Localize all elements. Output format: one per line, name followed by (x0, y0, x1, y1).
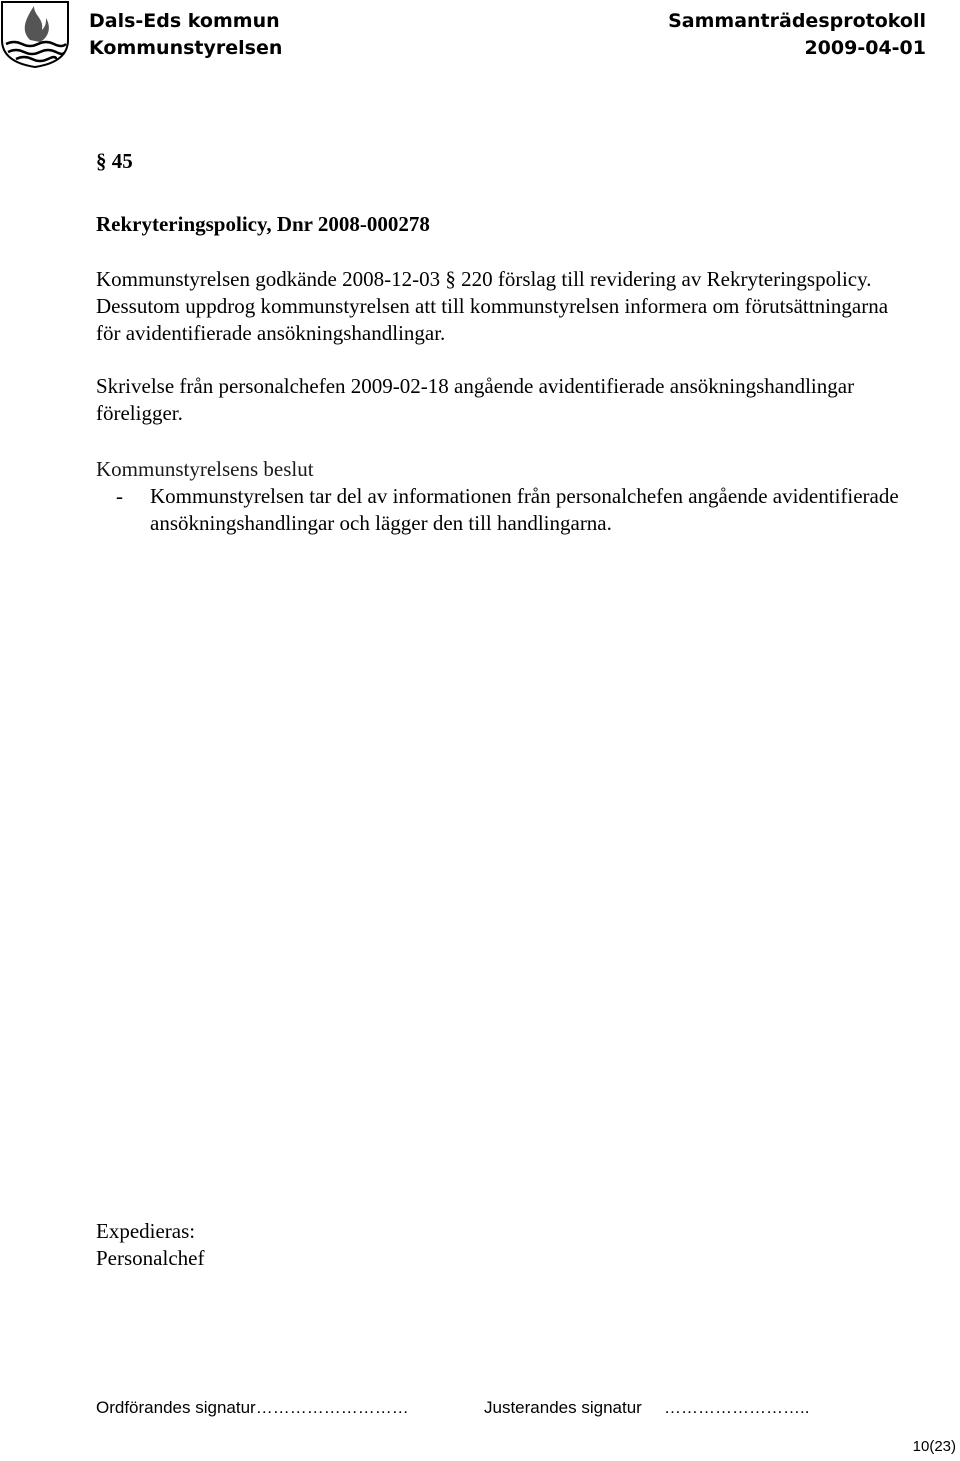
expedition-label: Expedieras: (96, 1219, 196, 1243)
body-name: Kommunstyrelsen (89, 37, 283, 59)
meeting-date: 2009-04-01 (804, 37, 926, 59)
coat-of-arms-icon (0, 0, 70, 68)
adjuster-signature-label: Justerandes signatur (484, 1398, 642, 1417)
page-header (0, 0, 960, 70)
decision-bullet: - (116, 484, 123, 508)
decision-heading: Kommunstyrelsens beslut (96, 457, 314, 481)
adjuster-signature-line: …………………….. (664, 1398, 810, 1417)
municipality-name: Dals-Eds kommun (89, 10, 280, 32)
chair-signature-line: Ordförandes signatur……………………… (96, 1398, 409, 1417)
section-number: § 45 (96, 149, 133, 173)
page-number: 10(23) (912, 1438, 956, 1455)
document-paragraph: Skrivelse från personalchefen 2009-02-18 angående avidentifierade ansökningshandlingar föreligger. (96, 374, 855, 425)
document-type: Sammanträdesprotokoll (668, 10, 926, 32)
background-paragraph: Kommunstyrelsen godkände 2008-12-03 § 220 förslag till revidering av Rekryteringspolicy. Dessutom uppdrog kommunstyrelsen att till kommunstyrelsen informera om förutsättningarna för avidentifierade ansökningshandlingar. (96, 267, 889, 345)
section-title: Rekryteringspolicy, Dnr 2008-000278 (96, 212, 430, 236)
decision-item: Kommunstyrelsen tar del av informationen från personalchefen angående avidentifierade ansökningshandlingar och lägger den till handlingarna. (150, 484, 899, 535)
expedition-recipient: Personalchef (96, 1246, 205, 1270)
